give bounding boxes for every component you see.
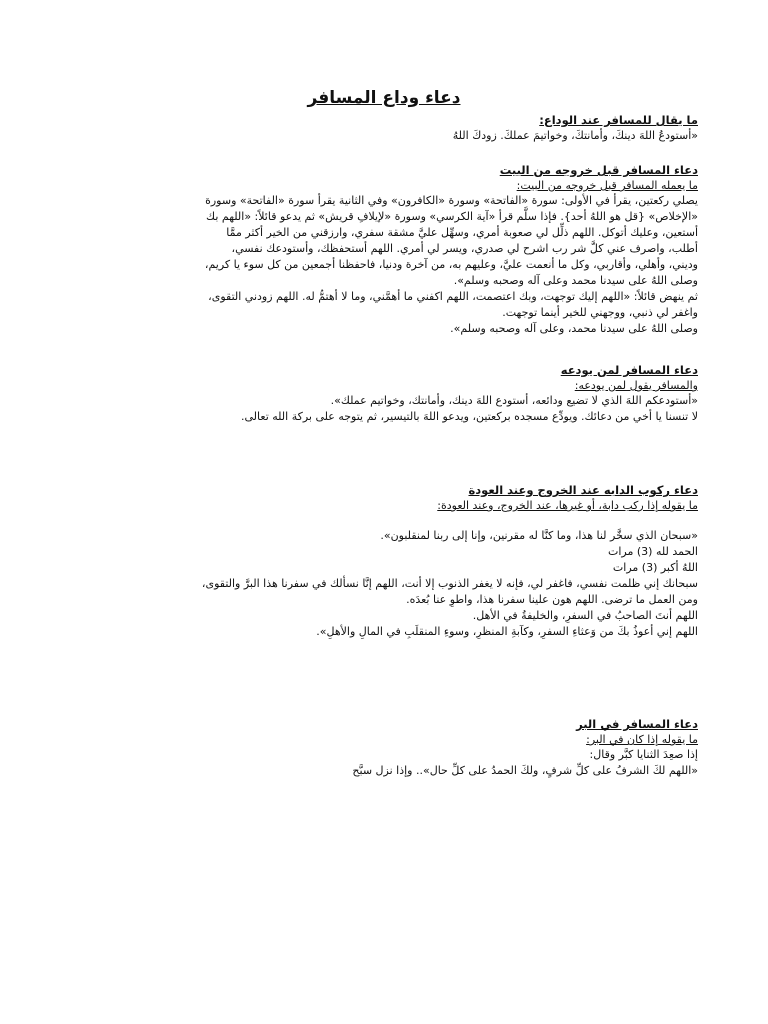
paragraph-line: «أستودعُ اللهَ دينكَ، وأمانتكَ، وخواتيمَ عملكَ. زودكَ اللهُ (452, 129, 698, 142)
paragraph-line: اللهم أنتَ الصاحبُ في السفرِ، والخليفةُ في الأهل. (472, 609, 698, 622)
paragraph-line: «أستودعكم اللهَ الذي لا تضيع ودائعه، أستودع اللهَ دينك، وأمانتك، وخواتيم عملك». (330, 394, 698, 407)
section-lead: والمسافر يقول لمن يودعه: (574, 379, 698, 392)
section-on-land (58, 716, 698, 779)
section-heading: دعاء المسافر قبل خروجه من البيت (499, 163, 698, 177)
paragraph-line: «سبحان الذي سخَّر لنا هذا، وما كنَّا له مقرنين، وإنا إلى ربنا لمنقلبون». (380, 529, 698, 542)
paragraph-line: سبحانك إني ظلمت نفسي، فاغفر لي، فإنه لا يغفر الذنوب إلا أنت، اللهم إنَّا نسألك في سفرنا هذا البرَّ والتقوى، (201, 577, 698, 590)
paragraph-line: اللهم إني أعوذُ بكَ من وَعثاءِ السفرِ، وكآبةِ المنظرِ، وسوءِ المنقلَبِ في المالِ والأهلِ». (316, 625, 698, 638)
section-heading: دعاء المسافر لمن يودعه (560, 363, 698, 377)
paragraph-line: وديني، وأهلي، وأقاربي، وكل ما أنعمت عليَّ، وعليهم به، من آخرة ودنيا، فاحفظنا أجمعين من كل سوء يا كريم، (204, 258, 698, 271)
section-lead: ما يقال للمسافر عند الوداع: (539, 113, 698, 127)
paragraph-line: وصلى اللهُ على سيدنا محمد، وعلى آله وصحبه وسلم». (450, 322, 698, 335)
section-heading: دعاء المسافر في البر (576, 717, 698, 731)
paragraph-line: ومن العمل ما ترضى. اللهم هون علينا سفرنا هذا، واطوِ عنا بُعدَه. (406, 593, 698, 606)
paragraph-line: إذا صعِدَ الثنايا كبَّر وقال: (589, 748, 698, 761)
paragraph-line: يصلي ركعتين، يقرأ في الأولى: سورة «الفاتحة» وسورة «الكافرون» وفي الثانية يقرأ سورة «الفاتحة» وسورة (205, 194, 698, 207)
section-lead: ما يعمله المسافر قبل خروجه من البيت: (516, 179, 698, 192)
section-lead: ما يقوله إذا ركب دابة، أو غيرها، عند الخروج، وعند العودة: (437, 499, 698, 512)
paragraph-line: وصلى اللهُ على سيدنا محمد وعلى آله وصحبه وسلم». (453, 274, 698, 287)
paragraph-line: واغفر لي ذنبي، ووجهني للخير أينما توجهت. (502, 306, 698, 319)
section-before-leaving-home (58, 162, 698, 337)
paragraph-line: أطلب، واصرف عني كلَّ شر رب اشرح لي صدري، ويسر لي أمري. اللهم أستحفظك، وأستودعك نفسي، (231, 242, 698, 255)
document-title: دعاء وداع المسافر (307, 88, 461, 108)
paragraph-line: أستعين، وعليك أتوكل. اللهم ذلِّل لي صعوبة أمري، وسهِّل عليَّ مشقة سفري، وارزقني من الخير أكثر ممَّا (226, 226, 698, 239)
paragraph-line: الحمد لله (3) مرات (608, 545, 698, 558)
section-riding-mount (58, 482, 698, 640)
section-traveler-to-farewellers (58, 362, 698, 425)
paragraph-line: لا تنسنا يا أخي من دعائك. ويودِّع مسجده بركعتين، ويدعو اللهَ بالتيسير، ثم يتوجه على بركة الله تعالى. (241, 410, 698, 423)
section-farewell (58, 112, 698, 144)
paragraph-line: «اللهم لكَ الشرفُ على كلِّ شرفٍ، ولكَ الحمدُ على كلِّ حال».. وإذا نزل سبَّح (352, 764, 698, 777)
paragraph-line: ثم ينهض قائلاً: «اللهم إليك توجهت، وبك اعتصمت، اللهم اكفني ما أهمَّني، وما لا أهتمُّ له. اللهم زودني التقوى، (208, 290, 698, 303)
section-lead: ما يقوله إذا كان في البر: (586, 733, 698, 746)
paragraph-line: اللهُ أكبر (3) مرات (612, 561, 698, 574)
paragraph-line: «الإخلاص» {قل هو اللهُ أحد}. فإذا سلَّم قرأ «آية الكرسي» وسورة «لإيلافِ قريش» ثم يدعو قائلاً: «اللهم بك (206, 210, 698, 223)
section-heading: دعاء ركوب الدابه عند الخروج وعند العودة (468, 483, 698, 497)
